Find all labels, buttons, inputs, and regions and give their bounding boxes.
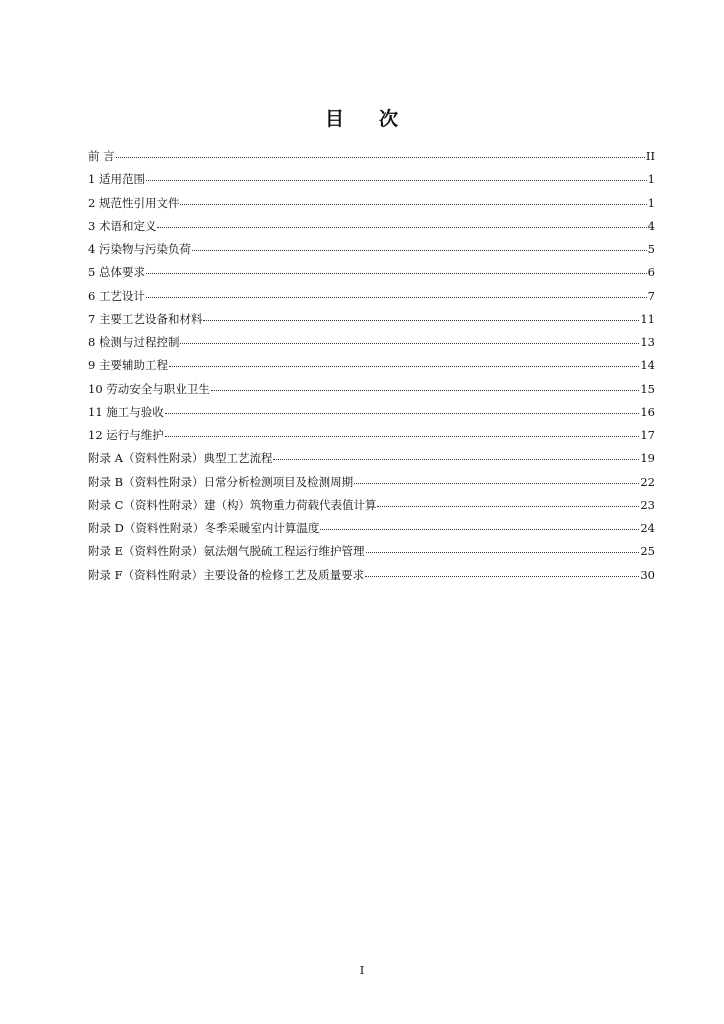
toc-entry-page: 22 (640, 474, 655, 489)
toc-entry-page: 1 (647, 172, 655, 187)
toc-leader-dots (146, 265, 647, 274)
toc-leader-dots (146, 289, 647, 298)
toc-entry-label: 11 施工与验收 (88, 404, 164, 419)
toc-leader-dots (203, 312, 639, 321)
toc-entry-label: 附录 C（资料性附录）建（构）筑物重力荷载代表值计算 (88, 497, 377, 512)
toc-entry-page: 4 (647, 218, 655, 233)
toc-entry[interactable] (88, 474, 655, 497)
toc-entry-label: 2 规范性引用文件 (88, 195, 180, 210)
title-part-2: 次 (379, 108, 400, 130)
toc-entry-page: 17 (640, 428, 655, 442)
toc-entry-label: 6 工艺设计 (88, 288, 145, 303)
toc-leader-dots (211, 382, 640, 391)
toc-entry-label: 附录 E（资料性附录）氨法烟气脱硫工程运行维护管理 (88, 544, 365, 559)
toc-entry[interactable] (88, 218, 655, 241)
toc-entry-page: 6 (647, 265, 655, 280)
toc-entry-label: 附录 F（资料性附录）主要设备的检修工艺及质量要求 (88, 567, 365, 582)
page-title (0, 104, 724, 131)
toc-entry[interactable] (88, 195, 655, 218)
toc-leader-dots (180, 335, 639, 344)
toc-entry-page: 1 (647, 195, 655, 210)
toc-entry-label: 8 检测与过程控制 (88, 335, 180, 349)
toc-leader-dots (192, 242, 647, 251)
table-of-contents (88, 148, 655, 590)
toc-entry-label: 前 言 (88, 149, 115, 163)
toc-entry[interactable] (88, 357, 655, 380)
toc-entry[interactable] (88, 450, 655, 473)
toc-entry[interactable] (88, 381, 655, 404)
toc-entry-label: 7 主要工艺设备和材料 (88, 311, 203, 326)
title-part-1: 目 (324, 108, 345, 130)
toc-entry-label: 1 适用范围 (88, 172, 145, 187)
toc-leader-dots (157, 219, 646, 228)
toc-leader-dots (165, 405, 640, 414)
toc-entry-label: 10 劳动安全与职业卫生 (88, 381, 210, 396)
toc-entry[interactable] (88, 404, 655, 427)
toc-entry-label: 4 污染物与污染负荷 (88, 242, 191, 256)
toc-entry[interactable] (88, 567, 655, 590)
toc-entry[interactable] (88, 148, 655, 171)
toc-entry[interactable] (88, 311, 655, 334)
toc-entry-page: 25 (640, 544, 655, 559)
toc-entry[interactable] (88, 241, 655, 264)
toc-leader-dots (116, 149, 645, 158)
toc-entry-page: 23 (640, 497, 655, 512)
toc-entry-page: 24 (640, 521, 655, 535)
toc-entry-page: 19 (640, 451, 655, 466)
toc-entry[interactable] (88, 171, 655, 194)
toc-entry-page: 11 (640, 311, 655, 326)
toc-entry-page: 7 (647, 288, 655, 303)
toc-entry[interactable] (88, 264, 655, 287)
toc-entry-label: 5 总体要求 (88, 265, 145, 280)
toc-entry[interactable] (88, 334, 655, 357)
toc-entry-label: 附录 B（资料性附录）日常分析检测项目及检测周期 (88, 474, 354, 489)
toc-leader-dots (377, 498, 639, 507)
toc-entry-page: II (645, 149, 655, 163)
toc-entry[interactable] (88, 520, 655, 543)
toc-entry-label: 3 术语和定义 (88, 218, 157, 233)
toc-entry-page: 13 (640, 335, 655, 349)
toc-leader-dots (365, 568, 639, 577)
toc-leader-dots (273, 451, 639, 460)
toc-leader-dots (169, 358, 639, 367)
toc-entry-label: 9 主要辅助工程 (88, 358, 168, 373)
toc-entry-label: 附录 D（资料性附录）冬季采暖室内计算温度 (88, 521, 320, 535)
toc-entry-label: 12 运行与维护 (88, 428, 164, 442)
toc-entry-page: 5 (647, 242, 655, 256)
toc-leader-dots (354, 475, 639, 484)
toc-leader-dots (146, 172, 647, 181)
toc-entry-page: 30 (640, 567, 655, 582)
toc-leader-dots (320, 521, 639, 530)
toc-leader-dots (366, 544, 640, 553)
toc-entry-page: 14 (640, 358, 655, 373)
toc-entry-page: 15 (640, 381, 655, 396)
toc-entry[interactable] (88, 497, 655, 520)
toc-entry[interactable] (88, 543, 655, 566)
toc-entry[interactable] (88, 427, 655, 450)
page-number-footer: I (359, 963, 365, 977)
toc-entry[interactable] (88, 288, 655, 311)
toc-entry-label: 附录 A（资料性附录）典型工艺流程 (88, 451, 273, 466)
toc-leader-dots (165, 428, 640, 437)
toc-leader-dots (180, 196, 646, 205)
toc-entry-page: 16 (640, 404, 655, 419)
